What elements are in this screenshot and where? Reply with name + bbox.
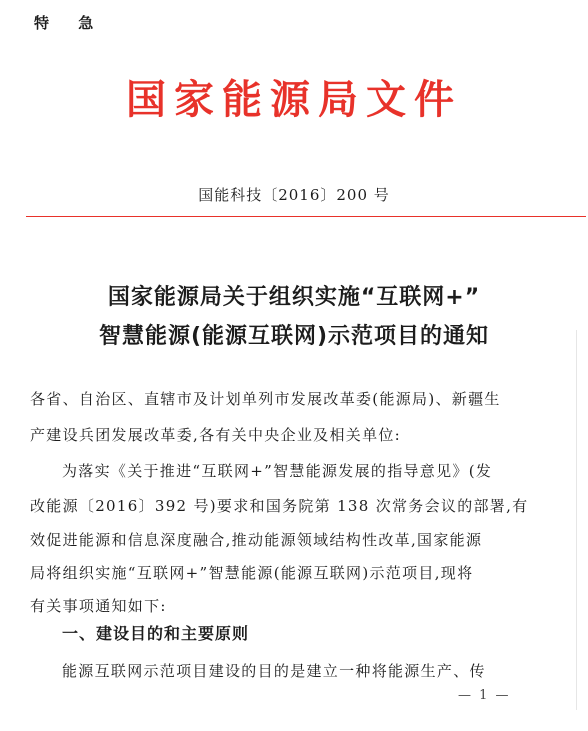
body-line: 能源互联网示范项目建设的目的是建立一种将能源生产、传 [62, 662, 486, 680]
document-number: 国能科技〔2016〕200 号 [198, 186, 390, 204]
page-number: — 1 — [458, 688, 511, 703]
agency-letterhead-title: 国家能源局文件 [126, 76, 462, 123]
body-line: 局将组织实施“互联网+”智慧能源(能源互联网)示范项目,现将 [30, 564, 474, 582]
body-line: 为落实《关于推进“互联网+”智慧能源发展的指导意见》(发 [62, 462, 493, 480]
body-line: 改能源〔2016〕392 号)要求和国务院第 138 次常务会议的部署,有 [30, 497, 529, 515]
body-line: 效促进能源和信息深度融合,推动能源领域结构性改革,国家能源 [30, 531, 483, 549]
body-line: 有关事项通知如下: [30, 597, 167, 615]
section-heading: 一、建设目的和主要原则 [62, 624, 250, 643]
urgency-label: 特 急 [34, 14, 106, 32]
paper-crease [576, 330, 577, 710]
document-title-line-2: 智慧能源(能源互联网)示范项目的通知 [98, 324, 490, 349]
body-line: 各省、自治区、直辖市及计划单列市发展改革委(能源局)、新疆生 [30, 390, 501, 408]
body-line: 产建设兵团发展改革委,各有关中央企业及相关单位: [30, 426, 402, 444]
document-title-line-1: 国家能源局关于组织实施“互联网+” [107, 285, 481, 310]
letterhead-divider [26, 216, 586, 217]
